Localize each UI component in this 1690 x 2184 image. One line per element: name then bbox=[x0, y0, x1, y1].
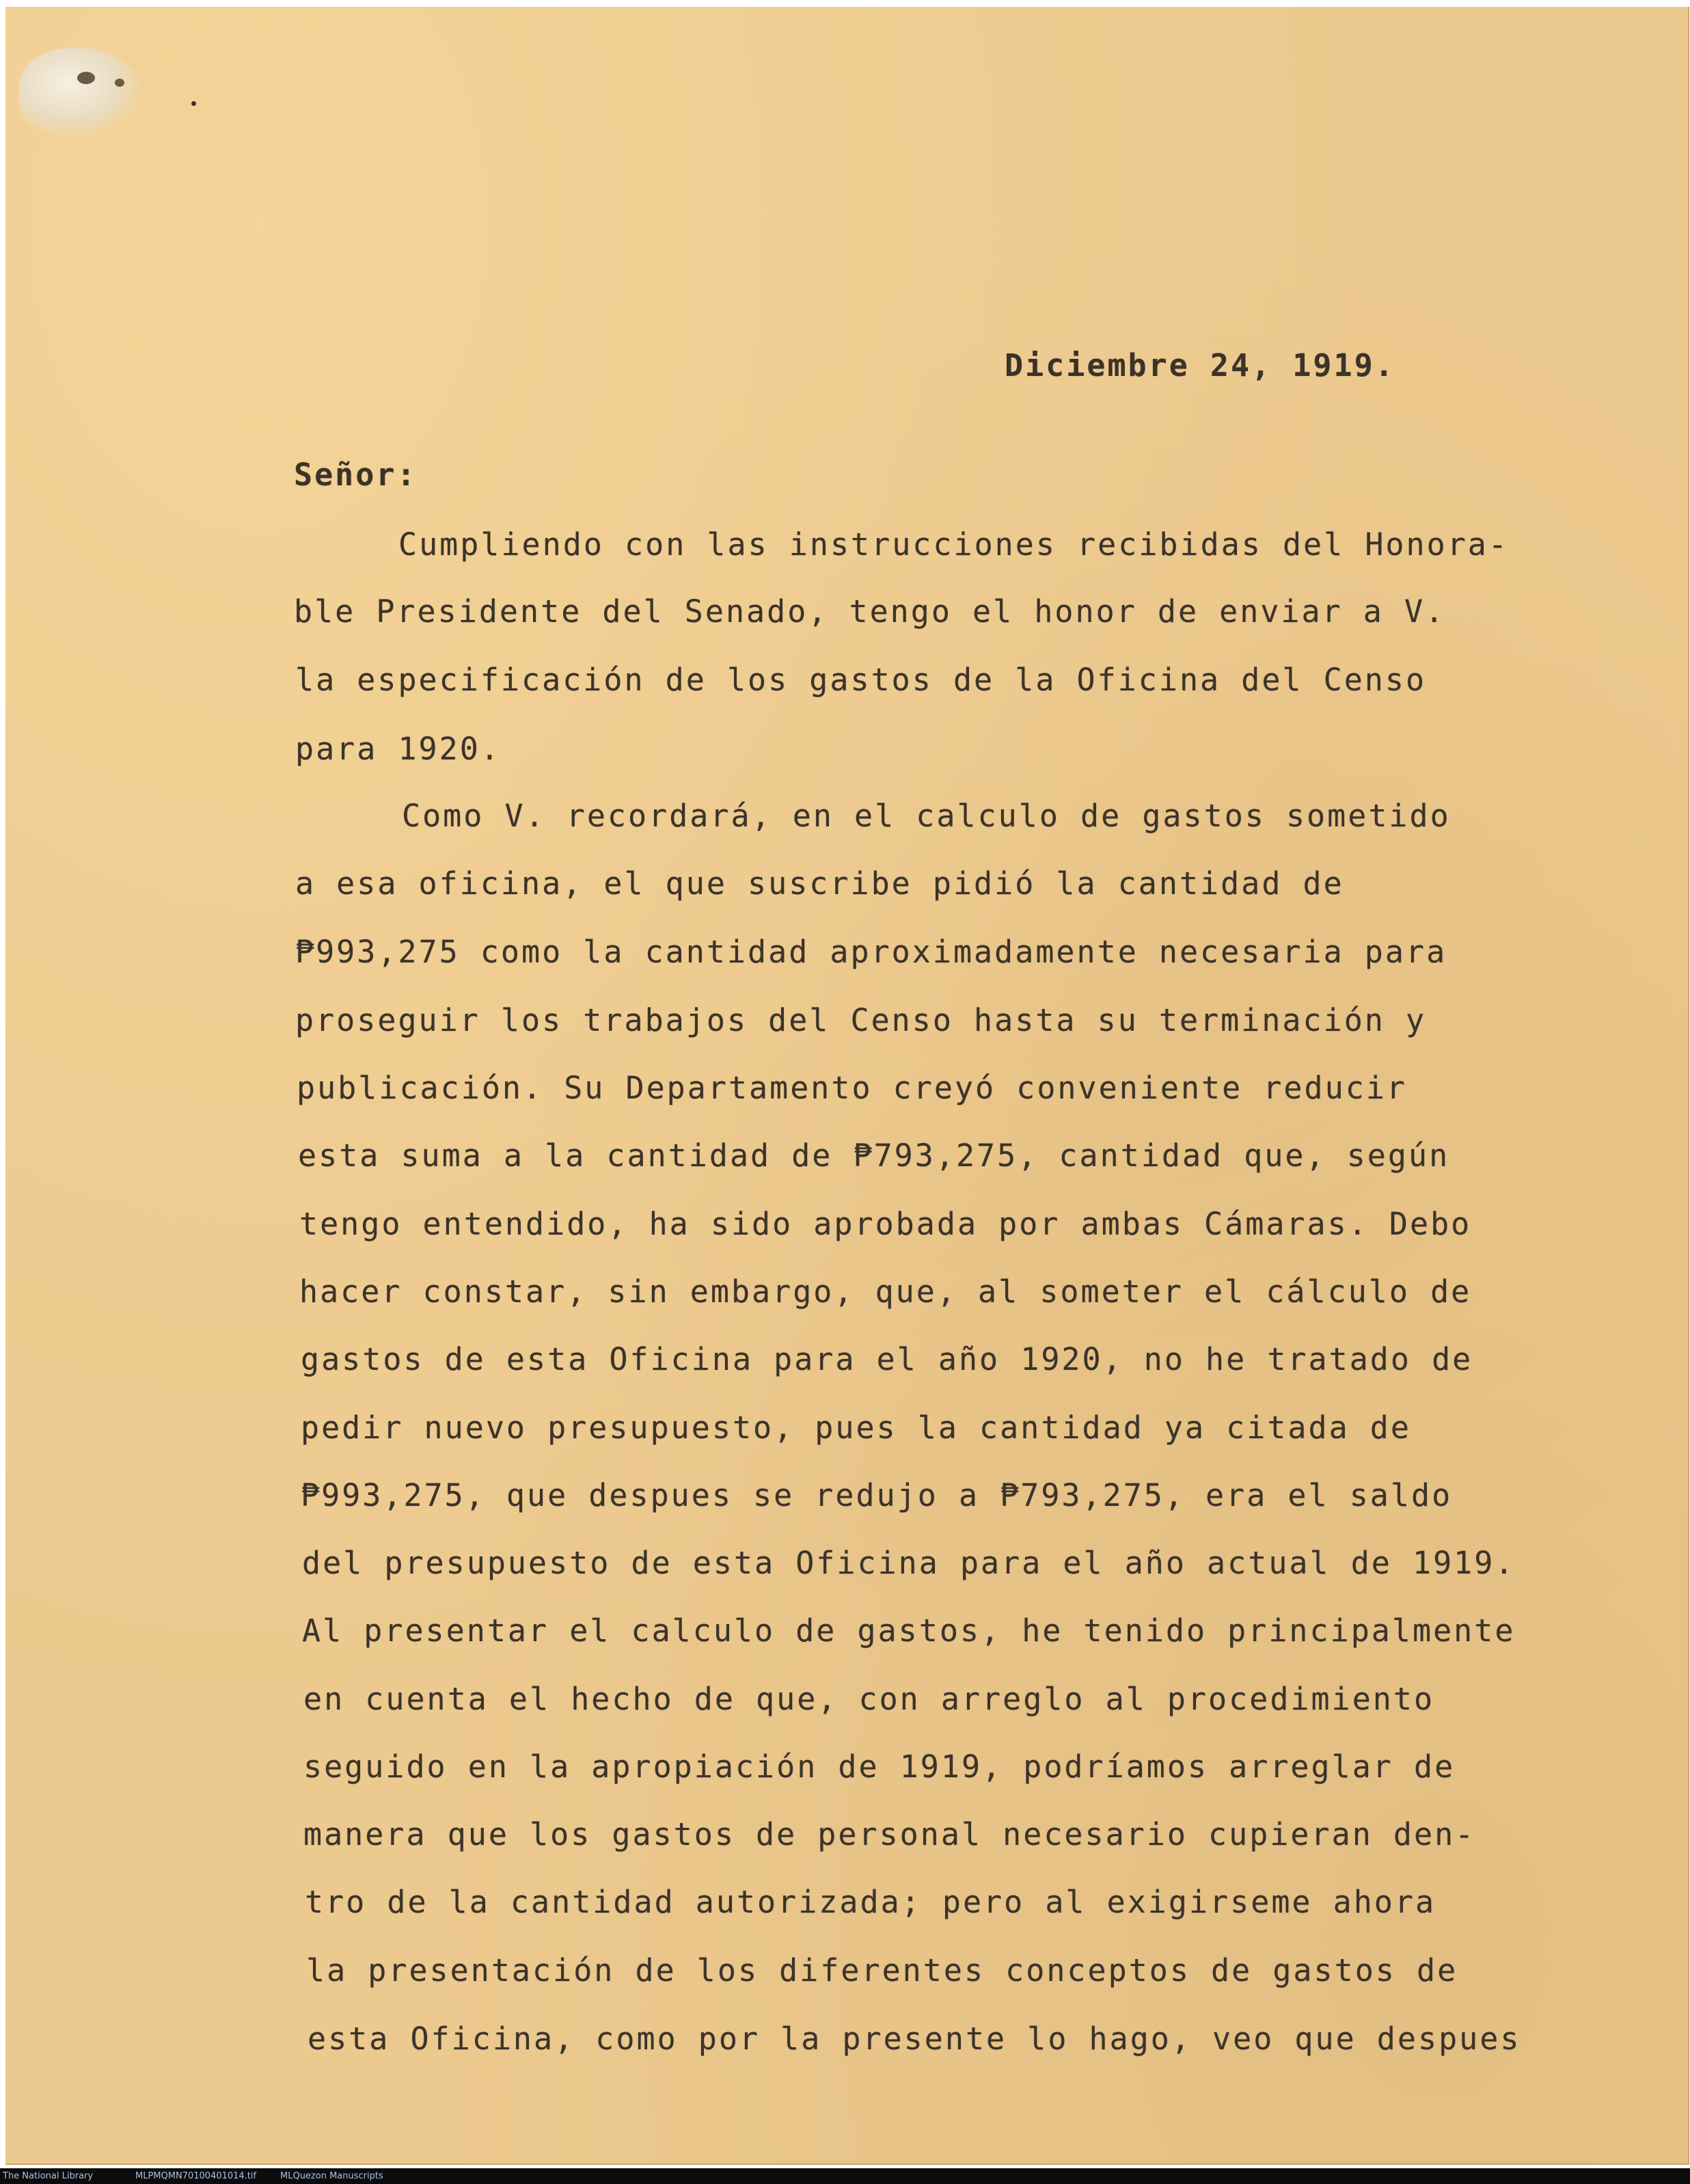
body-line: Cumpliendo con las instrucciones recibidas del Honora- bbox=[398, 526, 1509, 563]
body-line: esta suma a la cantidad de ₱793,275, cantidad que, según bbox=[298, 1137, 1450, 1174]
salutation: Señor: bbox=[294, 457, 418, 493]
body-line: tengo entendido, ha sido aprobada por ambas Cámaras. Debo bbox=[299, 1206, 1472, 1242]
footer-library: The National Library bbox=[3, 2171, 94, 2181]
body-line: esta Oficina, como por la presente lo hago, veo que despues bbox=[308, 2021, 1521, 2057]
body-line: Al presentar el calculo de gastos, he tenido principalmente bbox=[302, 1613, 1516, 1649]
body-line: para 1920. bbox=[295, 731, 501, 767]
body-line: la especificación de los gastos de la Oficina del Censo bbox=[295, 662, 1427, 698]
body-line: manera que los gastos de personal necesario cupieran den- bbox=[303, 1816, 1476, 1852]
body-line: del presupuesto de esta Oficina para el año actual de 1919. bbox=[302, 1545, 1516, 1581]
body-line: hacer constar, sin embargo, que, al someter el cálculo de bbox=[299, 1273, 1472, 1310]
ink-speck bbox=[191, 101, 196, 106]
scan-footer bbox=[0, 2168, 1690, 2184]
letter-date: Diciembre 24, 1919. bbox=[1005, 347, 1395, 383]
body-line: seguido en la apropiación de 1919, podríamos arreglar de bbox=[303, 1749, 1456, 1785]
punch-hole bbox=[115, 79, 124, 87]
body-line: publicación. Su Departamento creyó conveniente reducir bbox=[297, 1070, 1407, 1106]
body-line: pedir nuevo presupuesto, pues la cantidad ya citada de bbox=[301, 1410, 1411, 1446]
footer-file: MLPMQMN70100401014.tif bbox=[135, 2171, 257, 2181]
body-line: tro de la cantidad autorizada; pero al exigirseme ahora bbox=[305, 1884, 1436, 1920]
body-line: gastos de esta Oficina para el año 1920, no he tratado de bbox=[301, 1341, 1473, 1377]
body-line: ble Presidente del Senado, tengo el honor de enviar a V. bbox=[294, 593, 1446, 630]
body-line: ₱993,275 como la cantidad aproximadamente necesaria para bbox=[295, 934, 1447, 970]
footer-collection: MLQuezon Manuscripts bbox=[280, 2171, 383, 2181]
body-line: proseguir los trabajos del Censo hasta su terminación y bbox=[295, 1002, 1427, 1038]
body-line: ₱993,275, que despues se redujo a ₱793,275, era el saldo bbox=[301, 1477, 1453, 1513]
body-line: a esa oficina, el que suscribe pidió la cantidad de bbox=[295, 865, 1344, 902]
body-line: la presentación de los diferentes conceptos de gastos de bbox=[306, 1952, 1458, 1988]
body-line: en cuenta el hecho de que, con arreglo al procedimiento bbox=[303, 1681, 1435, 1717]
punch-hole bbox=[77, 72, 95, 84]
body-line: Como V. recordará, en el calculo de gastos sometido bbox=[402, 798, 1451, 834]
torn-corner bbox=[19, 48, 142, 137]
